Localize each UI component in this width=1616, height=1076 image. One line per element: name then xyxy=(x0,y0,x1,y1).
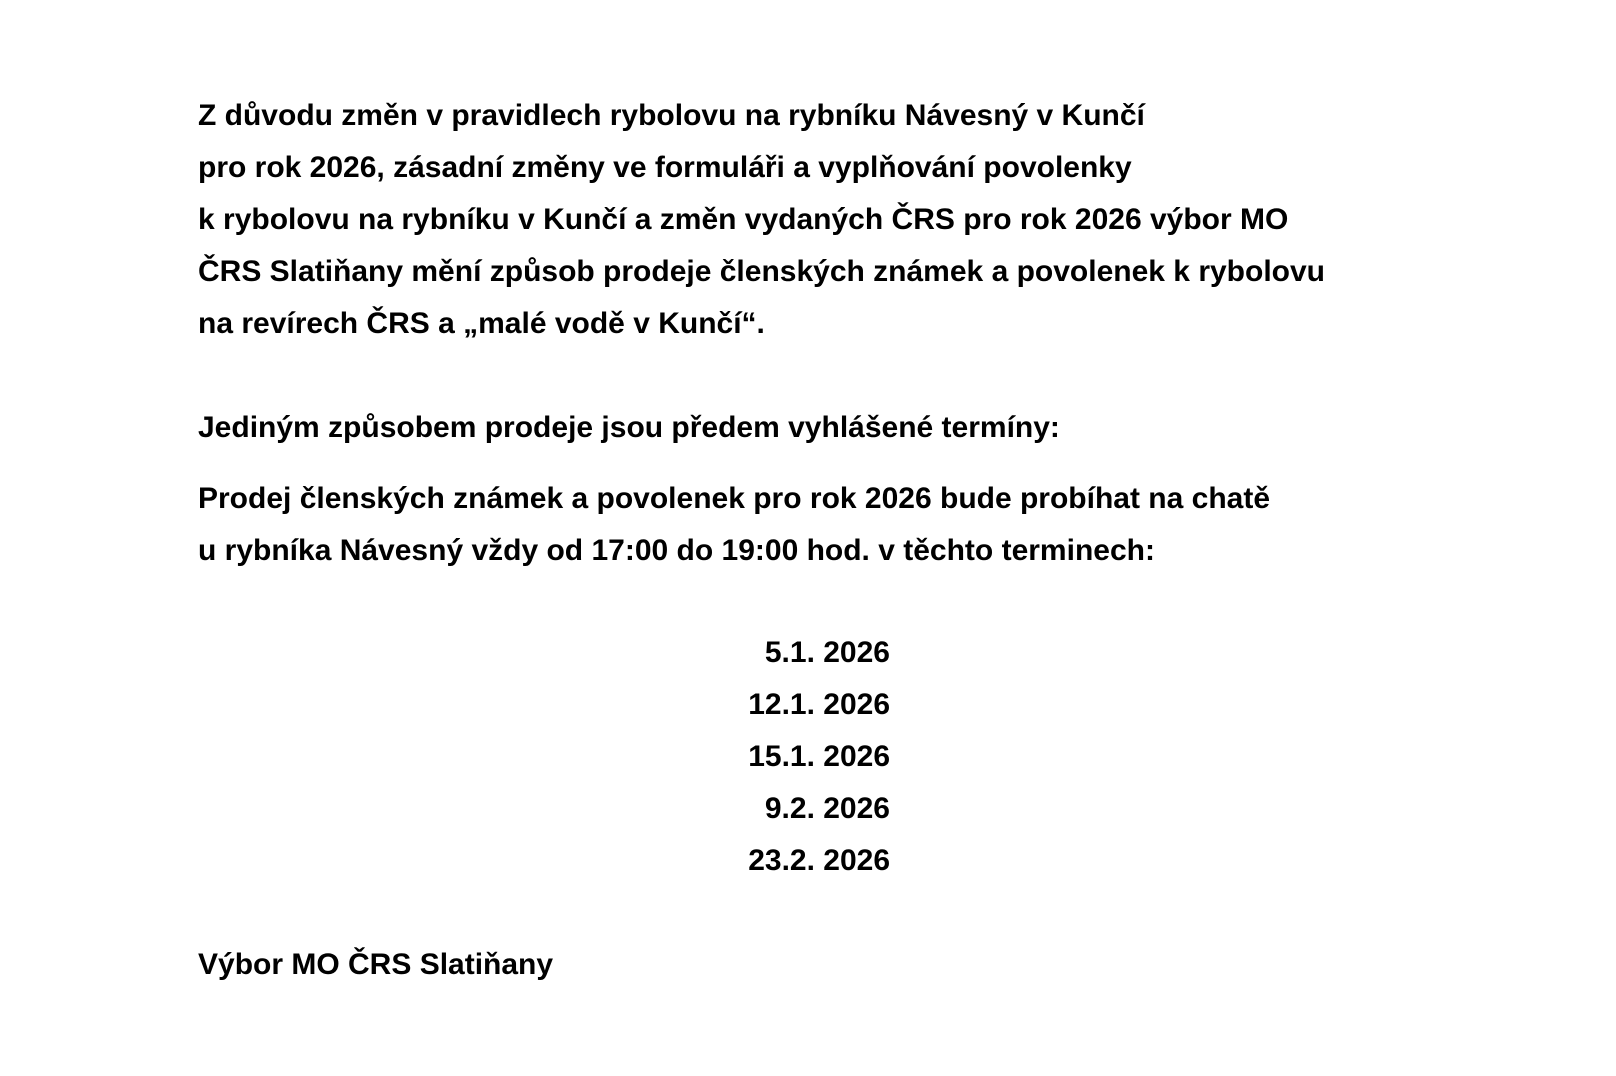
date-item: 12.1. 2026 xyxy=(748,688,890,721)
sale-line: Prodej členských známek a povolenek pro rok 2026 bude probíhat na chatě xyxy=(198,482,1271,515)
signature-text: Výbor MO ČRS Slatiňany xyxy=(198,948,554,981)
date-item: 23.2. 2026 xyxy=(748,844,890,877)
sale-heading-text: Jediným způsobem prodeje jsou předem vyhlášené termíny: xyxy=(198,411,1060,444)
intro-line: pro rok 2026, zásadní změny ve formuláři a vyplňování povolenky xyxy=(198,151,1132,184)
intro-paragraph xyxy=(198,90,1498,350)
intro-line: na revírech ČRS a „malé vodě v Kunčí“. xyxy=(198,307,765,340)
sale-paragraph xyxy=(198,473,1498,577)
sale-heading xyxy=(198,402,1498,454)
intro-line: k rybolovu na rybníku v Kunčí a změn vydaných ČRS pro rok 2026 výbor MO xyxy=(198,203,1289,236)
signature xyxy=(198,939,1498,991)
intro-line: Z důvodu změn v pravidlech rybolovu na rybníku Návesný v Kunčí xyxy=(198,99,1145,132)
intro-line: ČRS Slatiňany mění způsob prodeje členských známek a povolenek k rybolovu xyxy=(198,255,1325,288)
date-item: 5.1. 2026 xyxy=(764,636,890,669)
dates-list xyxy=(600,627,890,887)
date-item: 9.2. 2026 xyxy=(764,792,890,825)
sale-line: u rybníka Návesný vždy od 17:00 do 19:00 hod. v těchto terminech: xyxy=(198,534,1155,567)
date-item: 15.1. 2026 xyxy=(748,740,890,773)
